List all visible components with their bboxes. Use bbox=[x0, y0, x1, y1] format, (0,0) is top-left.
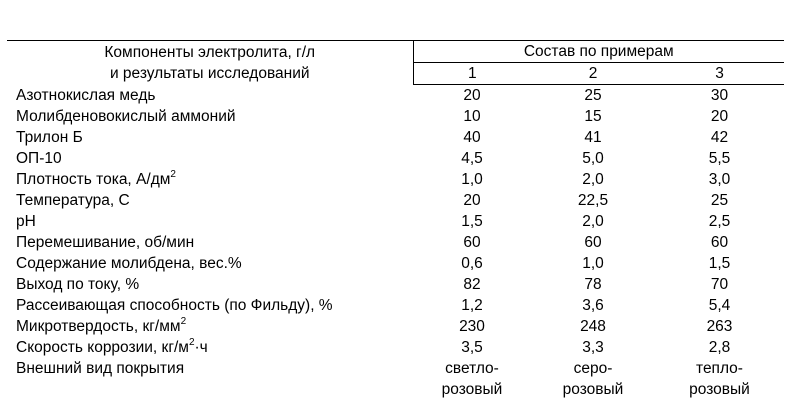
cell-example-3: 5,4 bbox=[708, 297, 731, 314]
cell-example-1: 40 bbox=[463, 129, 481, 146]
row-label: Азотнокислая медь bbox=[16, 86, 156, 104]
row-label: Рассеивающая способность (по Фильду), % bbox=[16, 297, 333, 314]
cell-example-2: 2,0 bbox=[582, 213, 604, 230]
header-example-1: 1 bbox=[413, 63, 531, 85]
row-label: Трилон Б bbox=[16, 129, 83, 146]
cell-example-1: 1,5 bbox=[461, 213, 483, 230]
cell-line-2: розовый bbox=[562, 381, 624, 398]
header-example-2: 2 bbox=[531, 63, 655, 85]
table-row bbox=[7, 211, 784, 232]
table-header-row-1 bbox=[7, 41, 784, 63]
row-label-superscript: 2 bbox=[170, 168, 176, 180]
cell-example-3: 30 bbox=[710, 87, 729, 104]
cell-example-3: 2,5 bbox=[708, 213, 731, 230]
row-label: pH bbox=[16, 213, 36, 230]
row-label: Содержание молибдена, вес.% bbox=[16, 255, 242, 272]
cell-example-3: 25 bbox=[710, 192, 729, 209]
row-label: ОП-10 bbox=[16, 150, 62, 167]
cell-example-2: 78 bbox=[584, 276, 602, 293]
cell-example-2: 1,0 bbox=[582, 255, 604, 272]
cell-example-2: 2,0 bbox=[582, 171, 604, 188]
header-example-3: 3 bbox=[655, 63, 784, 85]
row-label-text: Плотность тока, А/дм bbox=[16, 171, 171, 188]
header-components-line1: Компоненты электролита, г/л bbox=[104, 43, 316, 61]
table-row bbox=[7, 232, 784, 253]
cell-example-3 bbox=[655, 358, 784, 400]
table-row bbox=[7, 253, 784, 274]
table-row bbox=[7, 85, 784, 107]
electrolyte-table bbox=[7, 40, 784, 400]
table-row bbox=[7, 295, 784, 316]
cell-line-2: розовый bbox=[689, 381, 750, 398]
row-label-text: Скорость коррозии, кг/м bbox=[16, 339, 189, 356]
cell-example-2: 3,6 bbox=[582, 297, 604, 314]
cell-example-1: 0,6 bbox=[461, 255, 483, 272]
cell-example-2: 5,0 bbox=[582, 150, 604, 167]
row-label: Температура, С bbox=[16, 192, 130, 209]
cell-example-1: 10 bbox=[463, 108, 481, 125]
cell-example-3: 60 bbox=[710, 234, 729, 251]
cell-example-2: 248 bbox=[580, 318, 606, 335]
cell-example-2: 25 bbox=[584, 87, 602, 104]
cell-example-3: 1,5 bbox=[708, 255, 731, 272]
cell-line-1: тепло- bbox=[696, 360, 743, 377]
row-label-tail: ·ч bbox=[194, 339, 208, 356]
table-row bbox=[7, 148, 784, 169]
cell-example-1: 230 bbox=[459, 318, 485, 335]
cell-example-1: 60 bbox=[463, 234, 481, 251]
cell-example-1: 3,5 bbox=[461, 339, 483, 356]
header-components bbox=[7, 41, 413, 85]
cell-example-2: 22,5 bbox=[577, 192, 609, 209]
row-label-superscript: 2 bbox=[180, 315, 187, 327]
row-label bbox=[7, 169, 413, 190]
cell-example-3: 70 bbox=[710, 276, 729, 293]
table-row bbox=[7, 106, 784, 127]
cell-example-2: 41 bbox=[584, 129, 602, 146]
cell-example-1: 82 bbox=[463, 276, 481, 293]
row-label-text: Микротвердость, кг/мм bbox=[16, 318, 181, 335]
table-row bbox=[7, 274, 784, 295]
table-row bbox=[7, 358, 784, 400]
row-label bbox=[7, 337, 413, 358]
cell-example-2 bbox=[531, 358, 655, 400]
table-row bbox=[7, 337, 784, 358]
table-row bbox=[7, 316, 784, 337]
cell-line-1: серо- bbox=[573, 360, 613, 377]
cell-example-1: 1,0 bbox=[461, 171, 483, 188]
cell-example-1: 1,2 bbox=[461, 297, 483, 314]
table-row bbox=[7, 127, 784, 148]
cell-example-2: 60 bbox=[584, 234, 602, 251]
cell-example-3: 20 bbox=[710, 108, 729, 125]
cell-example-3: 2,8 bbox=[708, 339, 731, 356]
cell-example-3: 263 bbox=[706, 318, 733, 335]
header-components-line2: и результаты исследований bbox=[109, 64, 310, 82]
row-label bbox=[7, 316, 413, 337]
row-label-superscript: 2 bbox=[188, 336, 195, 348]
row-label: Перемешивание, об/мин bbox=[16, 234, 195, 251]
row-label: Молибденовокислый аммоний bbox=[16, 108, 236, 125]
cell-example-3: 5,5 bbox=[708, 150, 731, 167]
cell-example-1 bbox=[413, 358, 531, 400]
cell-line-2: розовый bbox=[441, 381, 503, 398]
cell-example-3: 3,0 bbox=[708, 171, 731, 188]
cell-line-1: светло- bbox=[445, 360, 499, 377]
cell-example-2: 3,3 bbox=[582, 339, 604, 356]
row-label: Выход по току, % bbox=[16, 276, 140, 293]
row-label: Внешний вид покрытия bbox=[16, 360, 185, 377]
cell-example-1: 4,5 bbox=[461, 150, 483, 167]
cell-example-3: 42 bbox=[710, 129, 729, 146]
table-row bbox=[7, 190, 784, 211]
header-composition-group: Состав по примерам bbox=[413, 41, 784, 63]
cell-example-1: 20 bbox=[463, 87, 481, 104]
table-row bbox=[7, 169, 784, 190]
cell-example-2: 15 bbox=[584, 108, 602, 125]
cell-example-1: 20 bbox=[463, 192, 481, 209]
